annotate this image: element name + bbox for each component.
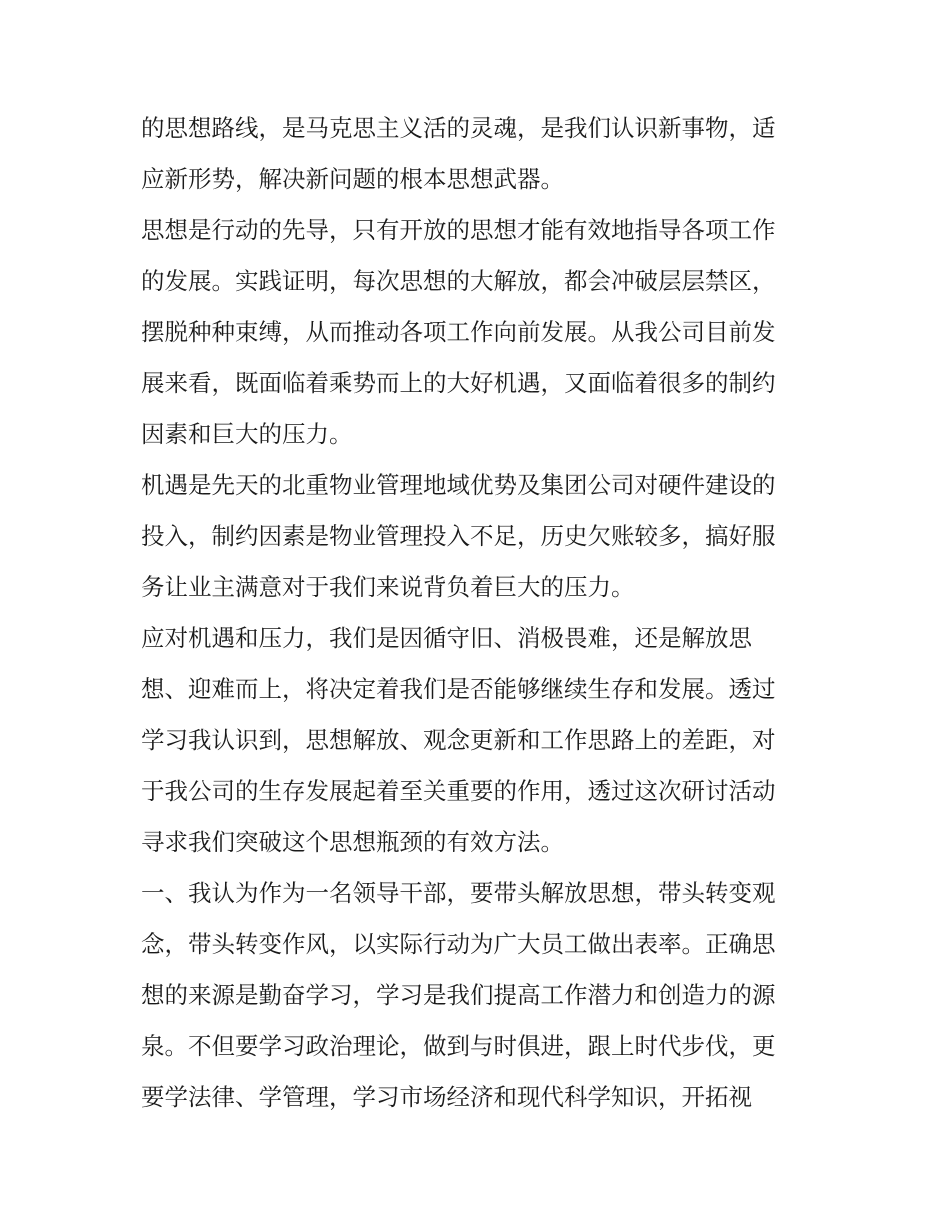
text-line: 摆脱种种束缚，从而推动各项工作向前发展。从我公司目前发	[141, 318, 776, 346]
body-text	[141, 103, 821, 1123]
text-line: 机遇是先天的北重物业管理地域优势及集团公司对硬件建设的	[141, 471, 776, 499]
text-line: 想的来源是勤奋学习，学习是我们提高工作潜力和创造力的源	[141, 981, 776, 1009]
text-line: 要学法律、学管理，学习市场经济和现代科学知识，开拓视	[141, 1083, 752, 1111]
text-line: 投入，制约因素是物业管理投入不足，历史欠账较多，搞好服	[141, 522, 776, 550]
text-line: 应新形势，解决新问题的根本思想武器。	[141, 165, 564, 193]
text-line: 寻求我们突破这个思想瓶颈的有效方法。	[141, 828, 564, 856]
text-line: 务让业主满意对于我们来说背负着巨大的压力。	[141, 573, 635, 601]
text-line: 思想是行动的先导，只有开放的思想才能有效地指导各项工作	[141, 216, 776, 244]
text-line: 展来看，既面临着乘势而上的大好机遇，又面临着很多的制约	[141, 369, 776, 397]
text-line: 学习我认识到，思想解放、观念更新和工作思路上的差距，对	[141, 726, 776, 754]
text-line: 一、我认为作为一名领导干部，要带头解放思想，带头转变观	[141, 879, 776, 907]
text-line: 因素和巨大的压力。	[141, 420, 353, 448]
text-line: 念，带头转变作风，以实际行动为广大员工做出表率。正确思	[141, 930, 776, 958]
text-line: 于我公司的生存发展起着至关重要的作用，透过这次研讨活动	[141, 777, 776, 805]
text-line: 应对机遇和压力，我们是因循守旧、消极畏难，还是解放思	[141, 624, 752, 652]
text-line: 泉。不但要学习政治理论，做到与时俱进，跟上时代步伐，更	[141, 1032, 776, 1060]
text-line: 想、迎难而上，将决定着我们是否能够继续生存和发展。透过	[141, 675, 776, 703]
text-line: 的发展。实践证明，每次思想的大解放，都会冲破层层禁区，	[141, 267, 776, 295]
text-line: 的思想路线，是马克思主义活的灵魂，是我们认识新事物，适	[141, 114, 776, 142]
